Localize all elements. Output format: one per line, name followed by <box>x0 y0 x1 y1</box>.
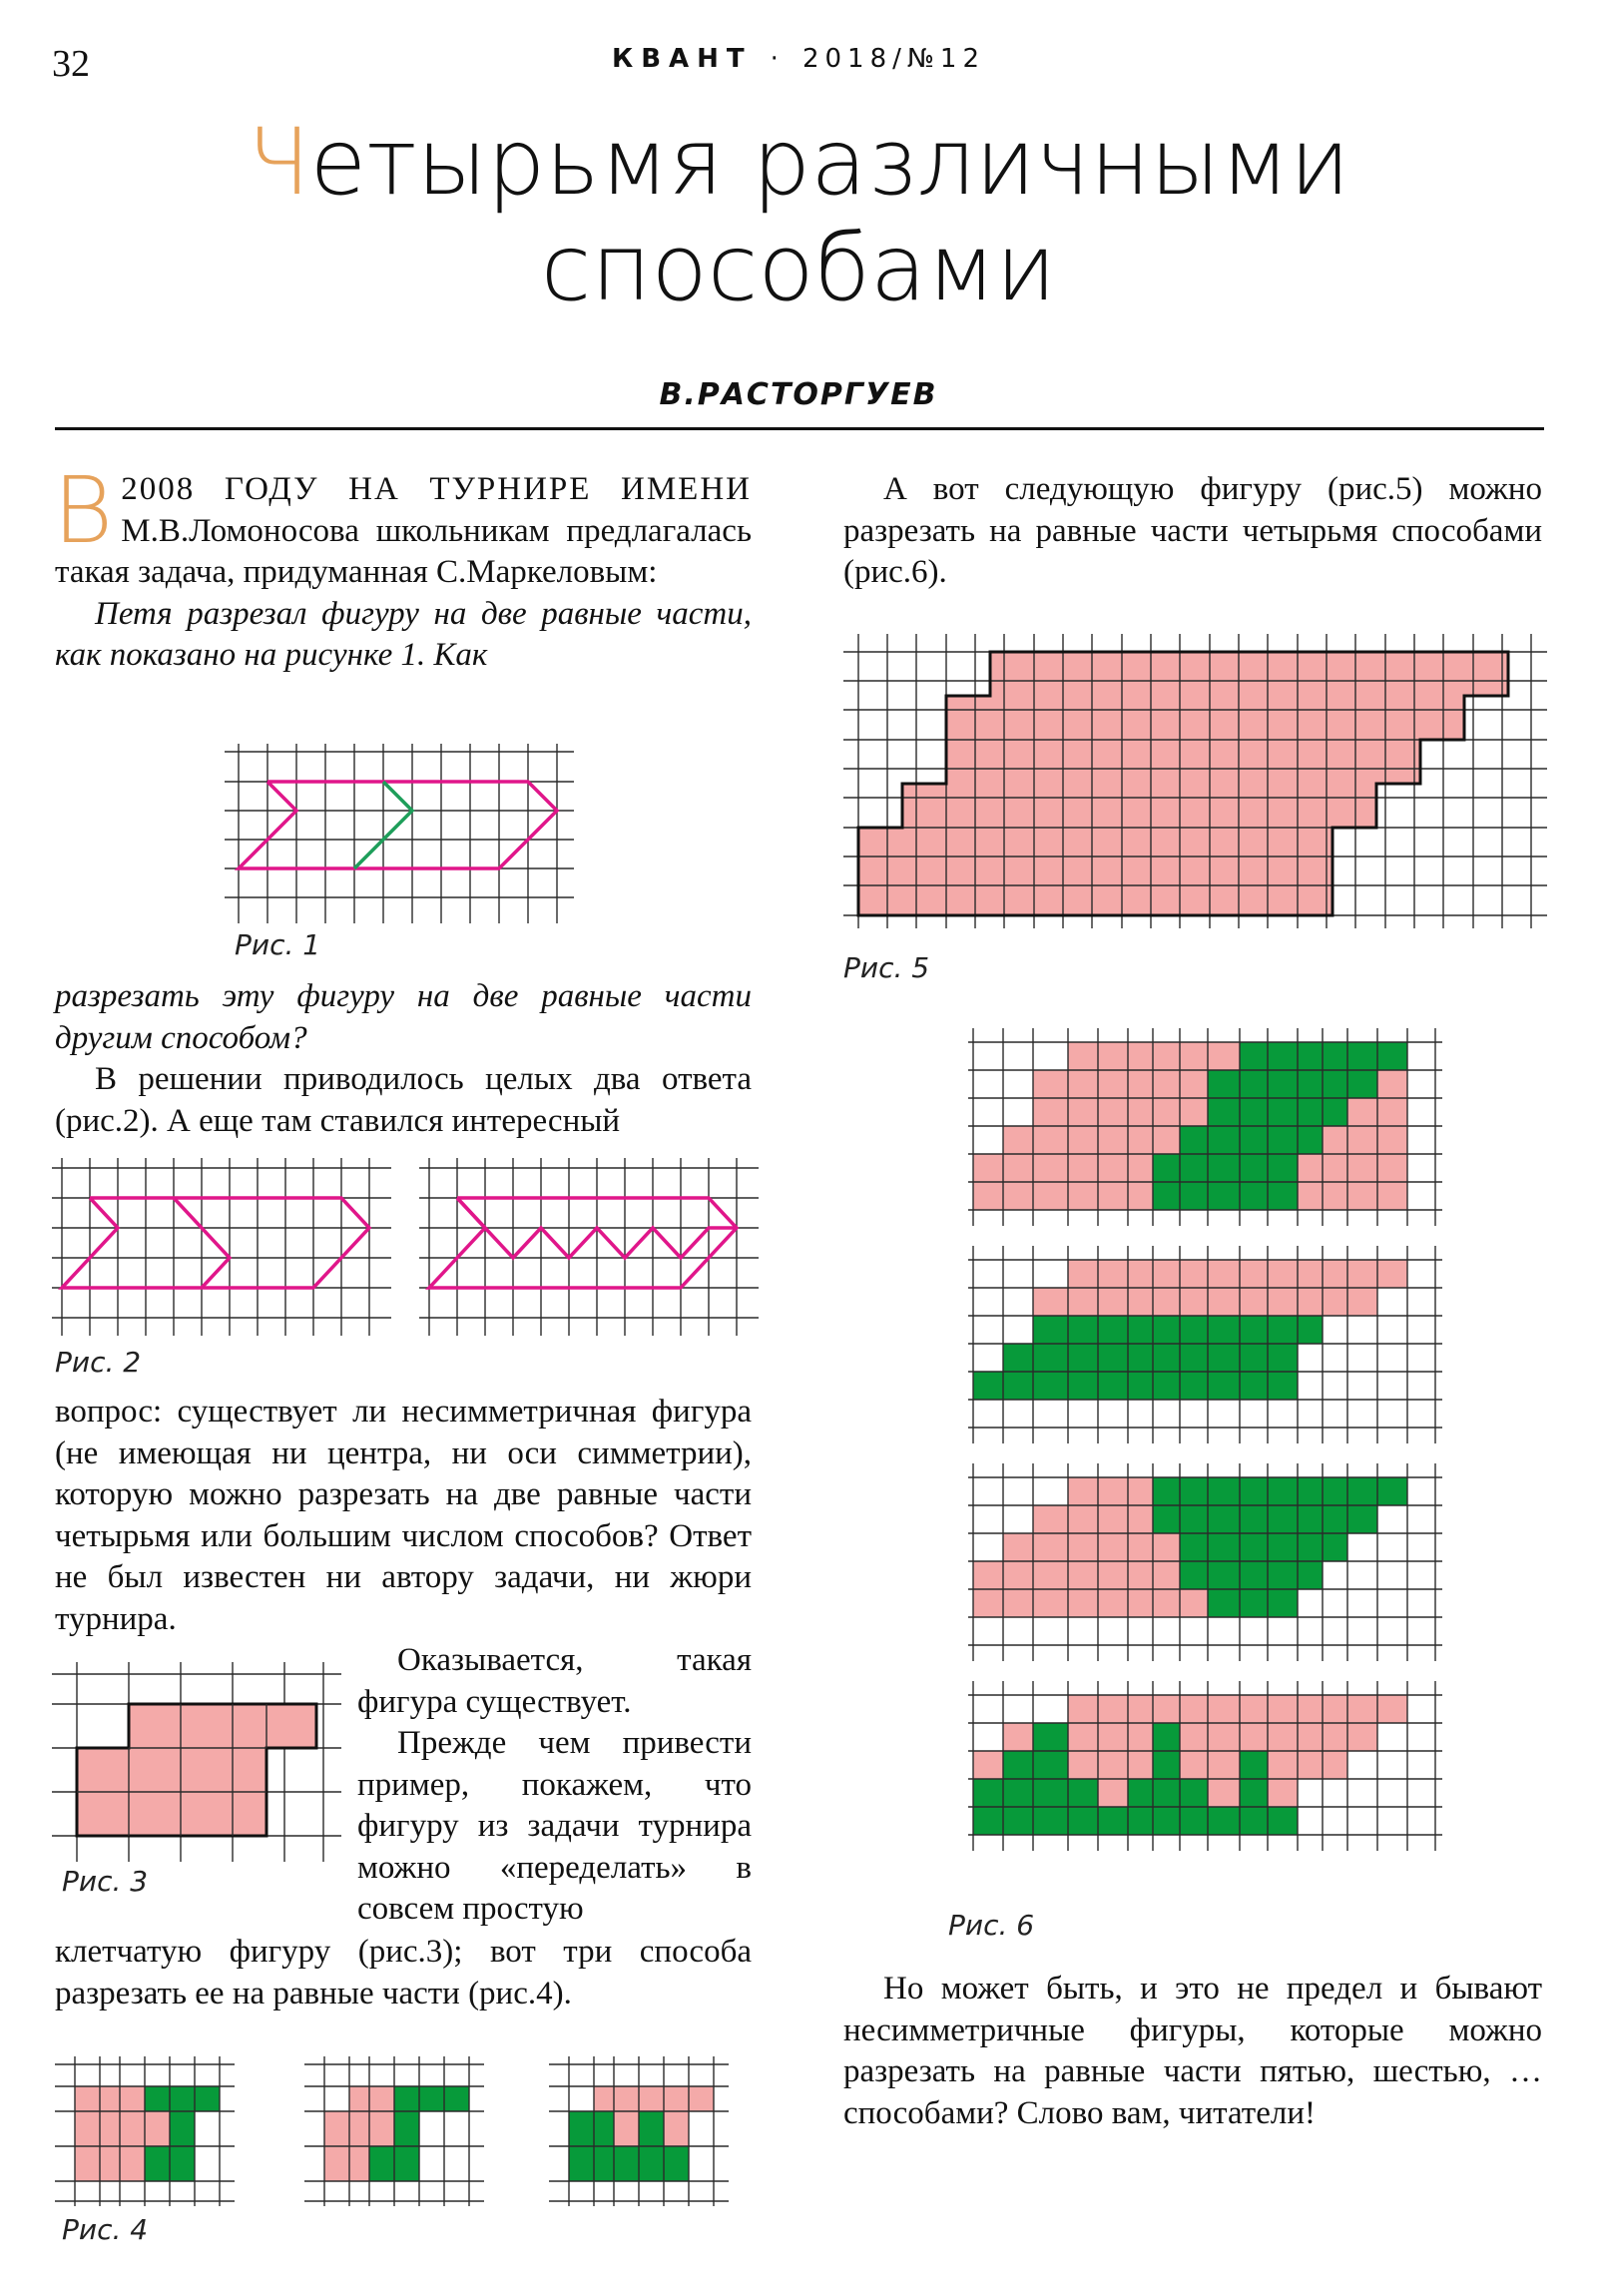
caption-fig5: Рис. 5 <box>843 951 930 984</box>
figure-6-panel-3 <box>973 1477 1407 1617</box>
page-number: 32 <box>52 43 90 85</box>
journal-name: КВАНТ <box>611 44 753 74</box>
drop-cap: В <box>53 457 114 564</box>
figure-4 <box>55 2056 754 2206</box>
figure-6 <box>968 1028 1442 1897</box>
closing-paragraph: Но может быть, и это не предел и бывают несимметричные фигуры, которые можно разрезать на равные части пятью, шестью, … способами? Слово вам, читатели! <box>843 1971 1542 2131</box>
left-para-block-3 <box>55 1392 752 1640</box>
figure-2-left <box>52 1158 391 1336</box>
figure-4-panel-2 <box>304 2056 484 2206</box>
intro-rest: М.В.Ломоносова школьникам предлагалась такая задача, придуманная С.Маркеловым: <box>55 512 752 590</box>
header-rule <box>55 427 1544 430</box>
figure-4-panel-3 <box>549 2056 729 2206</box>
header-separator: · <box>770 44 785 74</box>
question-paragraph: вопрос: существует ли несимметричная фигура (не имеющая ни центра, ни оси симметрии), которую можно разрезать на две равные части четырьмя или большим числом способов? Ответ не был известен ни автору задачи, ни жюри турнира. <box>55 1394 752 1637</box>
journal-header <box>0 44 1597 74</box>
figure-2-right-grid <box>419 1158 759 1336</box>
right-para-block-2 <box>843 1969 1542 2134</box>
before-paragraph: Прежде чем привести пример, покажем, что фигуру из задачи турнира можно «переделать» в совсем простую <box>357 1725 752 1927</box>
exists-paragraph: Оказывается, такая фигура существует. <box>357 1642 752 1720</box>
intro-paragraph <box>53 457 752 594</box>
journal-issue: 2018/№12 <box>801 44 985 74</box>
three-ways-paragraph: клетчатую фигуру (рис.3); вот три способа разрезать ее на равные части (рис.4). <box>55 1934 752 2011</box>
caption-fig3: Рис. 3 <box>62 1865 149 1898</box>
caption-fig6: Рис. 6 <box>948 1909 1035 1942</box>
title-first-letter: Ч <box>247 109 310 216</box>
caption-fig2: Рис. 2 <box>55 1346 142 1379</box>
title-line2: способами <box>540 215 1057 321</box>
article-author: В.РАСТОРГУЕВ <box>659 377 938 412</box>
figure-1 <box>225 744 574 923</box>
right-para-block-1 <box>843 469 1542 594</box>
problem-text-part1: Петя разрезал фигуру на две равные части, как показано на рисунке 1. Как <box>55 595 752 673</box>
left-para-block-1 <box>53 457 752 677</box>
figure-3 <box>52 1662 341 1862</box>
intro-caps: 2008 ГОДУ НА ТУРНИРЕ ИМЕНИ <box>121 471 752 507</box>
figure-5 <box>843 634 1547 928</box>
article-title <box>0 110 1597 321</box>
problem-text-part2: разрезать эту фигуру на две равные части другим способом? <box>55 978 752 1056</box>
figure-3-shape <box>77 1704 316 1836</box>
figure-2-right <box>419 1158 759 1336</box>
figure-6-panel-2 <box>973 1260 1407 1400</box>
figure-4-panel-1 <box>55 2056 235 2206</box>
figure-1-grid <box>225 744 574 923</box>
left-para-block-4 <box>357 1640 752 1931</box>
figure5-paragraph: А вот следующую фигуру (рис.5) можно разрезать на равные части четырьмя способами (рис.6). <box>843 471 1542 590</box>
caption-fig4: Рис. 4 <box>62 2213 149 2246</box>
title-line1: етырьмя различными <box>309 109 1350 216</box>
caption-fig1: Рис. 1 <box>235 928 321 961</box>
solution-paragraph: В решении приводилось целых два ответа (рис.2). А еще там ставился интересный <box>55 1061 752 1139</box>
figure-6-panel-4 <box>973 1695 1407 1835</box>
left-para-block-2 <box>55 976 752 1142</box>
left-para-block-5 <box>55 1932 752 2014</box>
